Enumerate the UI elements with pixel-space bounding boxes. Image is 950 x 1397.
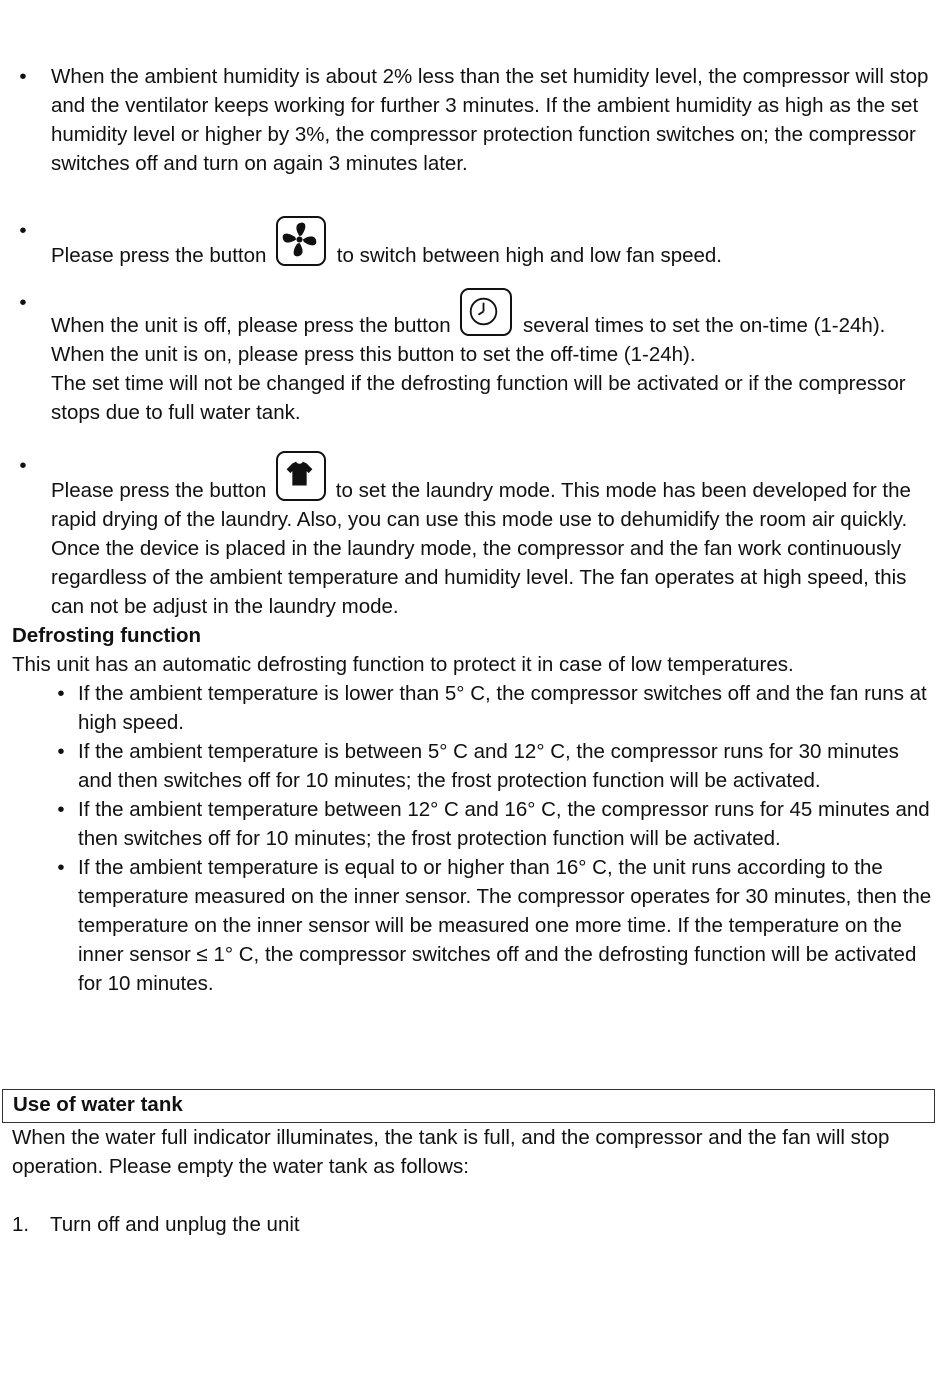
timer-text-before: When the unit is off, please press the button bbox=[51, 314, 451, 337]
bullet: • bbox=[57, 856, 65, 879]
bullet: • bbox=[57, 682, 65, 705]
timer-off-time-line: When the unit is on, please press this button to set the off-time (1-24h). bbox=[51, 343, 696, 366]
laundry-text-after: to set the laundry mode. This mode has been developed for the rapid drying of the laundry. Also, you can use this mode use to dehumidify the room air quickly. bbox=[51, 479, 911, 531]
timer-note-line: The set time will not be changed if the defrosting function will be activated or if the compressor stops due to full water tank. bbox=[51, 372, 906, 424]
bullet: • bbox=[19, 65, 27, 88]
defrost-intro: This unit has an automatic defrosting function to protect it in case of low temperatures. bbox=[12, 653, 794, 676]
laundry-text-before: Please press the button bbox=[51, 479, 267, 502]
bullet: • bbox=[19, 291, 27, 314]
list-item-fan-speed bbox=[0, 216, 930, 270]
water-tank-heading: Use of water tank bbox=[2, 1089, 935, 1123]
fan-icon bbox=[276, 216, 326, 266]
water-tank-section bbox=[12, 1123, 932, 1239]
defrost-heading: Defrosting function bbox=[12, 624, 202, 647]
defrost-section bbox=[12, 621, 932, 998]
bullet: • bbox=[57, 798, 65, 821]
fan-text-before: Please press the button bbox=[51, 244, 267, 267]
timer-text-after: several times to set the on-time (1-24h). bbox=[523, 314, 886, 337]
list-item bbox=[12, 853, 932, 998]
bullet: • bbox=[19, 454, 27, 477]
list-item bbox=[12, 795, 932, 853]
list-item-humidity bbox=[0, 62, 930, 178]
clock-icon bbox=[460, 288, 512, 336]
laundry-detail-line: Once the device is placed in the laundry mode, the compressor and the fan work continuously regardless of the ambient temperature and humidity level. The fan operates at high speed, this can not be adjust in the laundry mode. bbox=[51, 537, 907, 618]
list-item bbox=[12, 679, 932, 737]
list-item-laundry bbox=[0, 451, 930, 621]
feature-bullet-list bbox=[0, 62, 930, 621]
list-item bbox=[12, 1210, 932, 1239]
bullet: • bbox=[57, 740, 65, 763]
water-tank-intro: When the water full indicator illuminates, the tank is full, and the compressor and the fan will stop operation. Please empty the water tank as follows: bbox=[12, 1126, 890, 1178]
defrost-item-text: If the ambient temperature between 12° C and 16° C, the compressor runs for 45 minutes and then switches off for 10 minutes; the frost protection function will be activated. bbox=[78, 798, 930, 850]
defrost-item-text: If the ambient temperature is between 5° C and 12° C, the compressor runs for 30 minutes and then switches off for 10 minutes; the frost protection function will be activated. bbox=[78, 740, 899, 792]
step-text: Turn off and unplug the unit bbox=[50, 1213, 300, 1236]
fan-text-after: to switch between high and low fan speed. bbox=[336, 244, 722, 267]
list-item-timer bbox=[0, 288, 930, 427]
defrost-item-text: If the ambient temperature is lower than 5° C, the compressor switches off and the fan runs at high speed. bbox=[78, 682, 927, 734]
bullet: • bbox=[19, 219, 27, 242]
defrost-item-text: If the ambient temperature is equal to or higher than 16° C, the unit runs according to the temperature measured on the inner sensor. The compressor operates for 30 minutes, then the temperature on the inner sensor will be measured one more time. If the temperature on the inner sensor ≤ 1° C, the compressor switches off and the defrosting function will be activated for 10 minutes. bbox=[78, 856, 932, 995]
step-number: 1. bbox=[12, 1213, 30, 1236]
humidity-paragraph: When the ambient humidity is about 2% less than the set humidity level, the compressor will stop and the ventilator keeps working for further 3 minutes. If the ambient humidity as high as the set humidity level or higher by 3%, the compressor protection function switches on; the compressor switches off and turn on again 3 minutes later. bbox=[51, 65, 929, 175]
list-item bbox=[12, 737, 932, 795]
shirt-icon bbox=[276, 451, 326, 501]
